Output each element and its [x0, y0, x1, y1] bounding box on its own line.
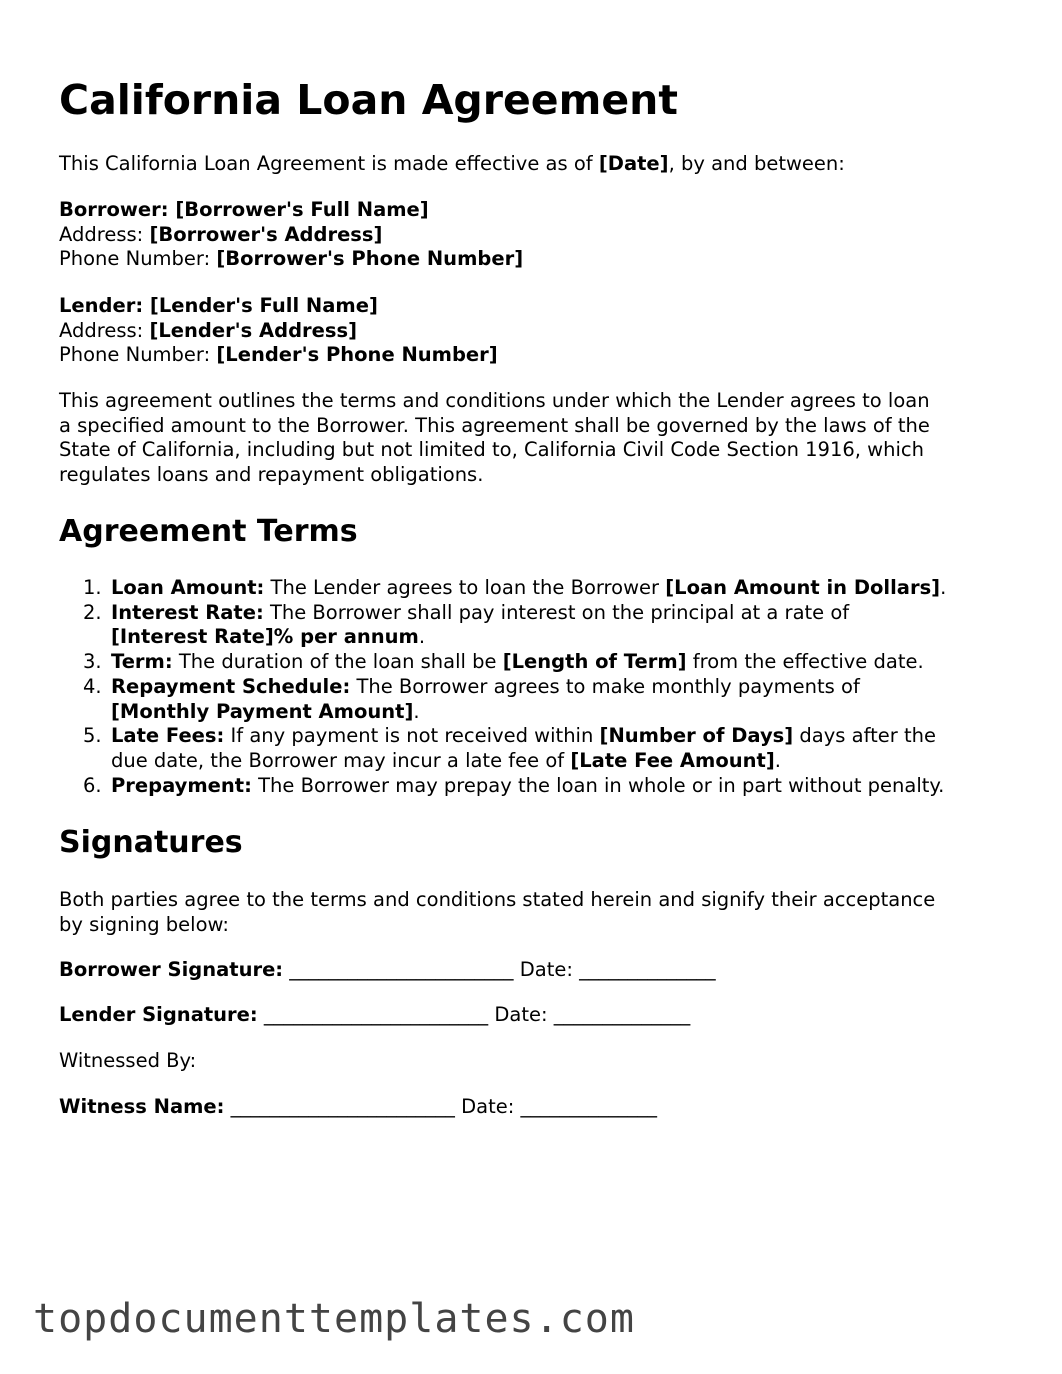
- witness-name-field[interactable]: _______________________: [224, 1095, 455, 1118]
- borrower-signature-label: Borrower Signature:: [59, 958, 284, 981]
- term-item-term: 3. Term: The duration of the loan shall be [Length of Term] from the effective date.: [83, 650, 924, 674]
- borrower-date-field[interactable]: Date: ______________: [513, 958, 716, 981]
- term-item-repayment-schedule: 4. Repayment Schedule: The Borrower agrees to make monthly payments of [Monthly Payment Amount].: [83, 674, 860, 723]
- borrower-address-label: Address:: [59, 222, 150, 246]
- terms-heading: Agreement Terms: [59, 514, 358, 549]
- lender-phone-label: Phone Number:: [59, 343, 217, 367]
- borrower-name: Borrower: [Borrower's Full Name]: [59, 198, 429, 221]
- borrower-signature-field[interactable]: _______________________: [283, 958, 514, 981]
- witness-name-label: Witness Name:: [59, 1095, 225, 1118]
- document-title: California Loan Agreement: [59, 76, 678, 124]
- lender-address: [Lender's Address]: [149, 318, 358, 342]
- borrower-phone: [Borrower's Phone Number]: [216, 247, 524, 271]
- witness-signature-line[interactable]: [59, 1095, 1019, 1120]
- lender-block: [59, 294, 1019, 368]
- watermark: topdocumenttemplates.com: [33, 1296, 635, 1342]
- lender-signature-field[interactable]: _______________________: [257, 1003, 489, 1026]
- signatures-heading: Signatures: [59, 825, 243, 860]
- lender-signature-line[interactable]: [59, 1003, 1019, 1028]
- term-item-interest-rate: 2. Interest Rate: The Borrower shall pay interest on the principal at a rate of [Interest Rate]% per annum.: [83, 600, 850, 649]
- borrower-signature-line[interactable]: [59, 958, 1019, 983]
- signatures-intro: Both parties agree to the terms and conditions stated herein and signify their acceptance by signing below:: [59, 888, 936, 936]
- lender-date-field[interactable]: Date: ______________: [488, 1003, 691, 1026]
- intro-text: This California Loan Agreement is made effective as of: [59, 152, 599, 175]
- lender-phone: [Lender's Phone Number]: [216, 343, 498, 367]
- intro-paragraph: [59, 152, 1019, 177]
- term-item-late-fees: 5. Late Fees: If any payment is not received within [Number of Days] days after the due date, the Borrower may incur a late fee of [Late Fee Amount].: [83, 724, 936, 772]
- borrower-address: [Borrower's Address]: [149, 222, 383, 246]
- terms-list: [59, 576, 1019, 798]
- intro-date-placeholder: [Date]: [598, 152, 669, 175]
- lender-name: Lender: [Lender's Full Name]: [59, 294, 378, 317]
- term-item-loan-amount: 1. Loan Amount: The Lender agrees to loan the Borrower [Loan Amount in Dollars].: [83, 576, 947, 599]
- borrower-block: [59, 198, 1019, 272]
- purpose-line: This agreement outlines the terms and conditions under which the Lender agrees to loan: [59, 389, 930, 412]
- intro-text-end: , by and between:: [668, 152, 845, 175]
- term-item-prepayment: 6. Prepayment: The Borrower may prepay the loan in whole or in part without penalty.: [83, 773, 945, 797]
- purpose-line: regulates loans and repayment obligations.: [59, 463, 484, 487]
- lender-signature-label: Lender Signature:: [59, 1003, 258, 1026]
- purpose-line: a specified amount to the Borrower. This agreement shall be governed by the laws of the: [59, 413, 930, 437]
- witnessed-by-label: Witnessed By:: [59, 1049, 197, 1072]
- witness-date-field[interactable]: Date: ______________: [454, 1095, 657, 1118]
- purpose-paragraph: [59, 389, 1019, 488]
- purpose-line: State of California, including but not limited to, California Civil Code Section 1916, which: [59, 438, 924, 462]
- lender-address-label: Address:: [59, 318, 150, 342]
- borrower-phone-label: Phone Number:: [59, 247, 217, 271]
